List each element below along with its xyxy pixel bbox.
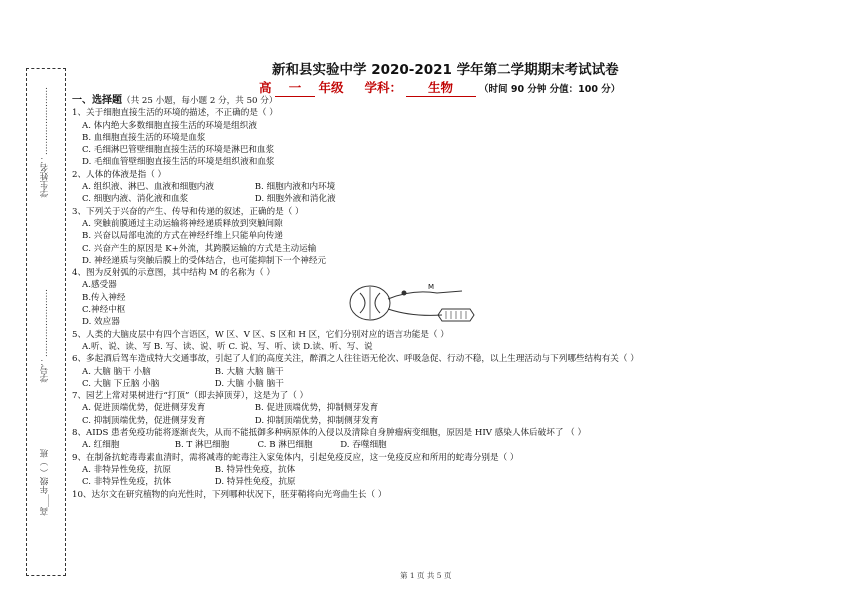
question-stem: 8、AIDS 患者免疫功能将逐渐丧失，从而不能抵御多种病原体的入侵以及清除自身肿瘤病变细胞，原因是 HIV 感染人体后破坏了 （ ） xyxy=(72,428,587,439)
option: B. T 淋巴细胞 xyxy=(174,440,230,451)
option: D. 抑制顶端优势，抑制侧芽发育 xyxy=(254,415,379,426)
reflex-arc-figure xyxy=(342,279,482,329)
question-stem: 9、在制备抗蛇毒毒素血清时，需将减毒的蛇毒注入家兔体内，引起免疫反应，这一免疫反应和所用的蛇毒分别是（ ） xyxy=(72,452,519,463)
option: B.传入神经 xyxy=(82,292,126,303)
grade-suffix: 年级 xyxy=(318,80,344,95)
question-list xyxy=(72,95,852,501)
page-footer: 第 1 页 共 5 页 xyxy=(400,571,452,580)
option-row xyxy=(72,181,852,193)
option: D. 大脑 小脑 脑干 xyxy=(214,378,284,389)
option-row xyxy=(72,366,852,378)
option: A. 突触前膜通过主动运输将神经递质释放到突触间隙 xyxy=(82,218,283,229)
option: D. 特异性免疫，抗原 xyxy=(214,477,296,488)
question-4-block xyxy=(72,279,852,328)
subject-label: 学科： xyxy=(364,80,403,95)
option-row xyxy=(72,439,852,451)
option: A.听、说、读、写 B. 写、读、说、听 C. 说、写、听、读 D.读、听、写、说 xyxy=(82,341,373,352)
grade-prefix: 高 xyxy=(259,80,272,95)
option: B. 细胞内液和内环境 xyxy=(254,182,336,193)
option: D. 神经递质与突触后膜上的受体结合，也可能抑制下一个神经元 xyxy=(82,255,327,266)
student-id-label: 学号：…………………… xyxy=(40,289,50,383)
option: D. 吞噬细胞 xyxy=(340,440,387,451)
option: A. 体内绝大多数细胞直接生活的环境是组织液 xyxy=(82,120,257,131)
question-stem: 5、人类的大脑皮层中有四个言语区，W 区、V 区、S 区和 H 区，它们分别对应的语言功能是（ ） xyxy=(72,329,449,340)
option: A. 非特异性免疫，抗原 xyxy=(82,464,172,475)
option-row xyxy=(72,464,852,476)
option: A. 大脑 脑干 小脑 xyxy=(82,366,151,377)
question-stem: 4、图为反射弧的示意图，其中结构 M 的名称为（ ） xyxy=(72,268,275,279)
option: B. 促进顶端优势，抑制侧芽发育 xyxy=(254,403,379,414)
question-stem: 3、下列关于兴奋的产生、传导和传递的叙述，正确的是（ ） xyxy=(72,206,304,217)
question-stem: 1、关于细胞直接生活的环境的描述，不正确的是（ ） xyxy=(72,108,278,119)
section-heading xyxy=(72,95,852,107)
time-note: （时间 90 分钟 分值：100 分） xyxy=(479,84,621,95)
afferent-pathway xyxy=(388,291,462,299)
option: C. 大脑 下丘脑 小脑 xyxy=(82,378,160,389)
question-stem: 10、达尔文在研究植物的向光性时，下列哪种状况下，胚芽鞘将向光弯曲生长（ ） xyxy=(72,489,387,500)
option: B. 血细胞直接生活的环境是血浆 xyxy=(82,132,206,143)
muscle-fibers xyxy=(446,311,466,319)
option: B. 兴奋以局部电流的方式在神经纤维上只能单向传递 xyxy=(82,231,283,242)
option: D. 毛细血管壁细胞直接生活的环境是组织液和血浆 xyxy=(82,157,275,168)
option-row xyxy=(72,402,852,414)
label-m: M xyxy=(428,283,435,292)
exam-title: 新和县实验中学 2020-2021 学年第二学期期末考试试卷 xyxy=(272,62,619,78)
option-row xyxy=(72,193,852,205)
efferent-pathway xyxy=(388,309,442,315)
option: A. 组织液、淋巴、血液和细胞内液 xyxy=(82,182,214,193)
option: A. 红细胞 xyxy=(82,440,120,451)
option: C. 兴奋产生的原因是 K+外流，其跨膜运输的方式是主动运输 xyxy=(82,243,317,254)
option-row xyxy=(72,415,852,427)
option: A. 促进顶端优势，促进侧芽发育 xyxy=(82,403,206,414)
class-label: 高___年级（ ）班 xyxy=(40,449,50,516)
option: D. 细胞外液和消化液 xyxy=(254,194,336,205)
option: A.感受器 xyxy=(82,280,117,291)
option: B. 特异性免疫，抗体 xyxy=(214,464,296,475)
student-name-label: 学生姓名：…………………… xyxy=(40,87,50,198)
ganglion-dot xyxy=(402,291,407,296)
question-stem: 2、人体的体液是指（ ） xyxy=(72,169,167,180)
option-row xyxy=(72,378,852,390)
option-row xyxy=(72,476,852,488)
option: C. 毛细淋巴管壁细胞直接生活的环境是淋巴和血浆 xyxy=(82,145,275,156)
question-stem: 7、园艺上常对果树进行“打顶”（即去掉顶芽），这是为了（ ） xyxy=(72,391,309,402)
option: C. 细胞内液、消化液和血浆 xyxy=(82,194,189,205)
option: B. 大脑 大脑 脑干 xyxy=(214,366,284,377)
option: C.神经中枢 xyxy=(82,305,126,316)
option: C. 非特异性免疫，抗体 xyxy=(82,477,172,488)
section-note: （共 25 小题，每小题 2 分，共 50 分） xyxy=(122,96,278,106)
section-title: 一、选择题 xyxy=(72,95,122,106)
option: C. B 淋巴细胞 xyxy=(257,440,313,451)
option: D. 效应器 xyxy=(82,317,120,328)
option: C. 抑制顶端优势，促进侧芽发育 xyxy=(82,415,206,426)
grade-blank: 一 xyxy=(275,78,315,97)
question-stem: 6、多起酒后驾车造成特大交通事故，引起了人们的高度关注，醉酒之人往往语无伦次、呼吸急促、行动不稳，以上生理活动与下列哪些结构有关（ ） xyxy=(72,354,639,365)
binding-strip xyxy=(26,68,66,576)
subject-value: 生物 xyxy=(406,78,476,97)
